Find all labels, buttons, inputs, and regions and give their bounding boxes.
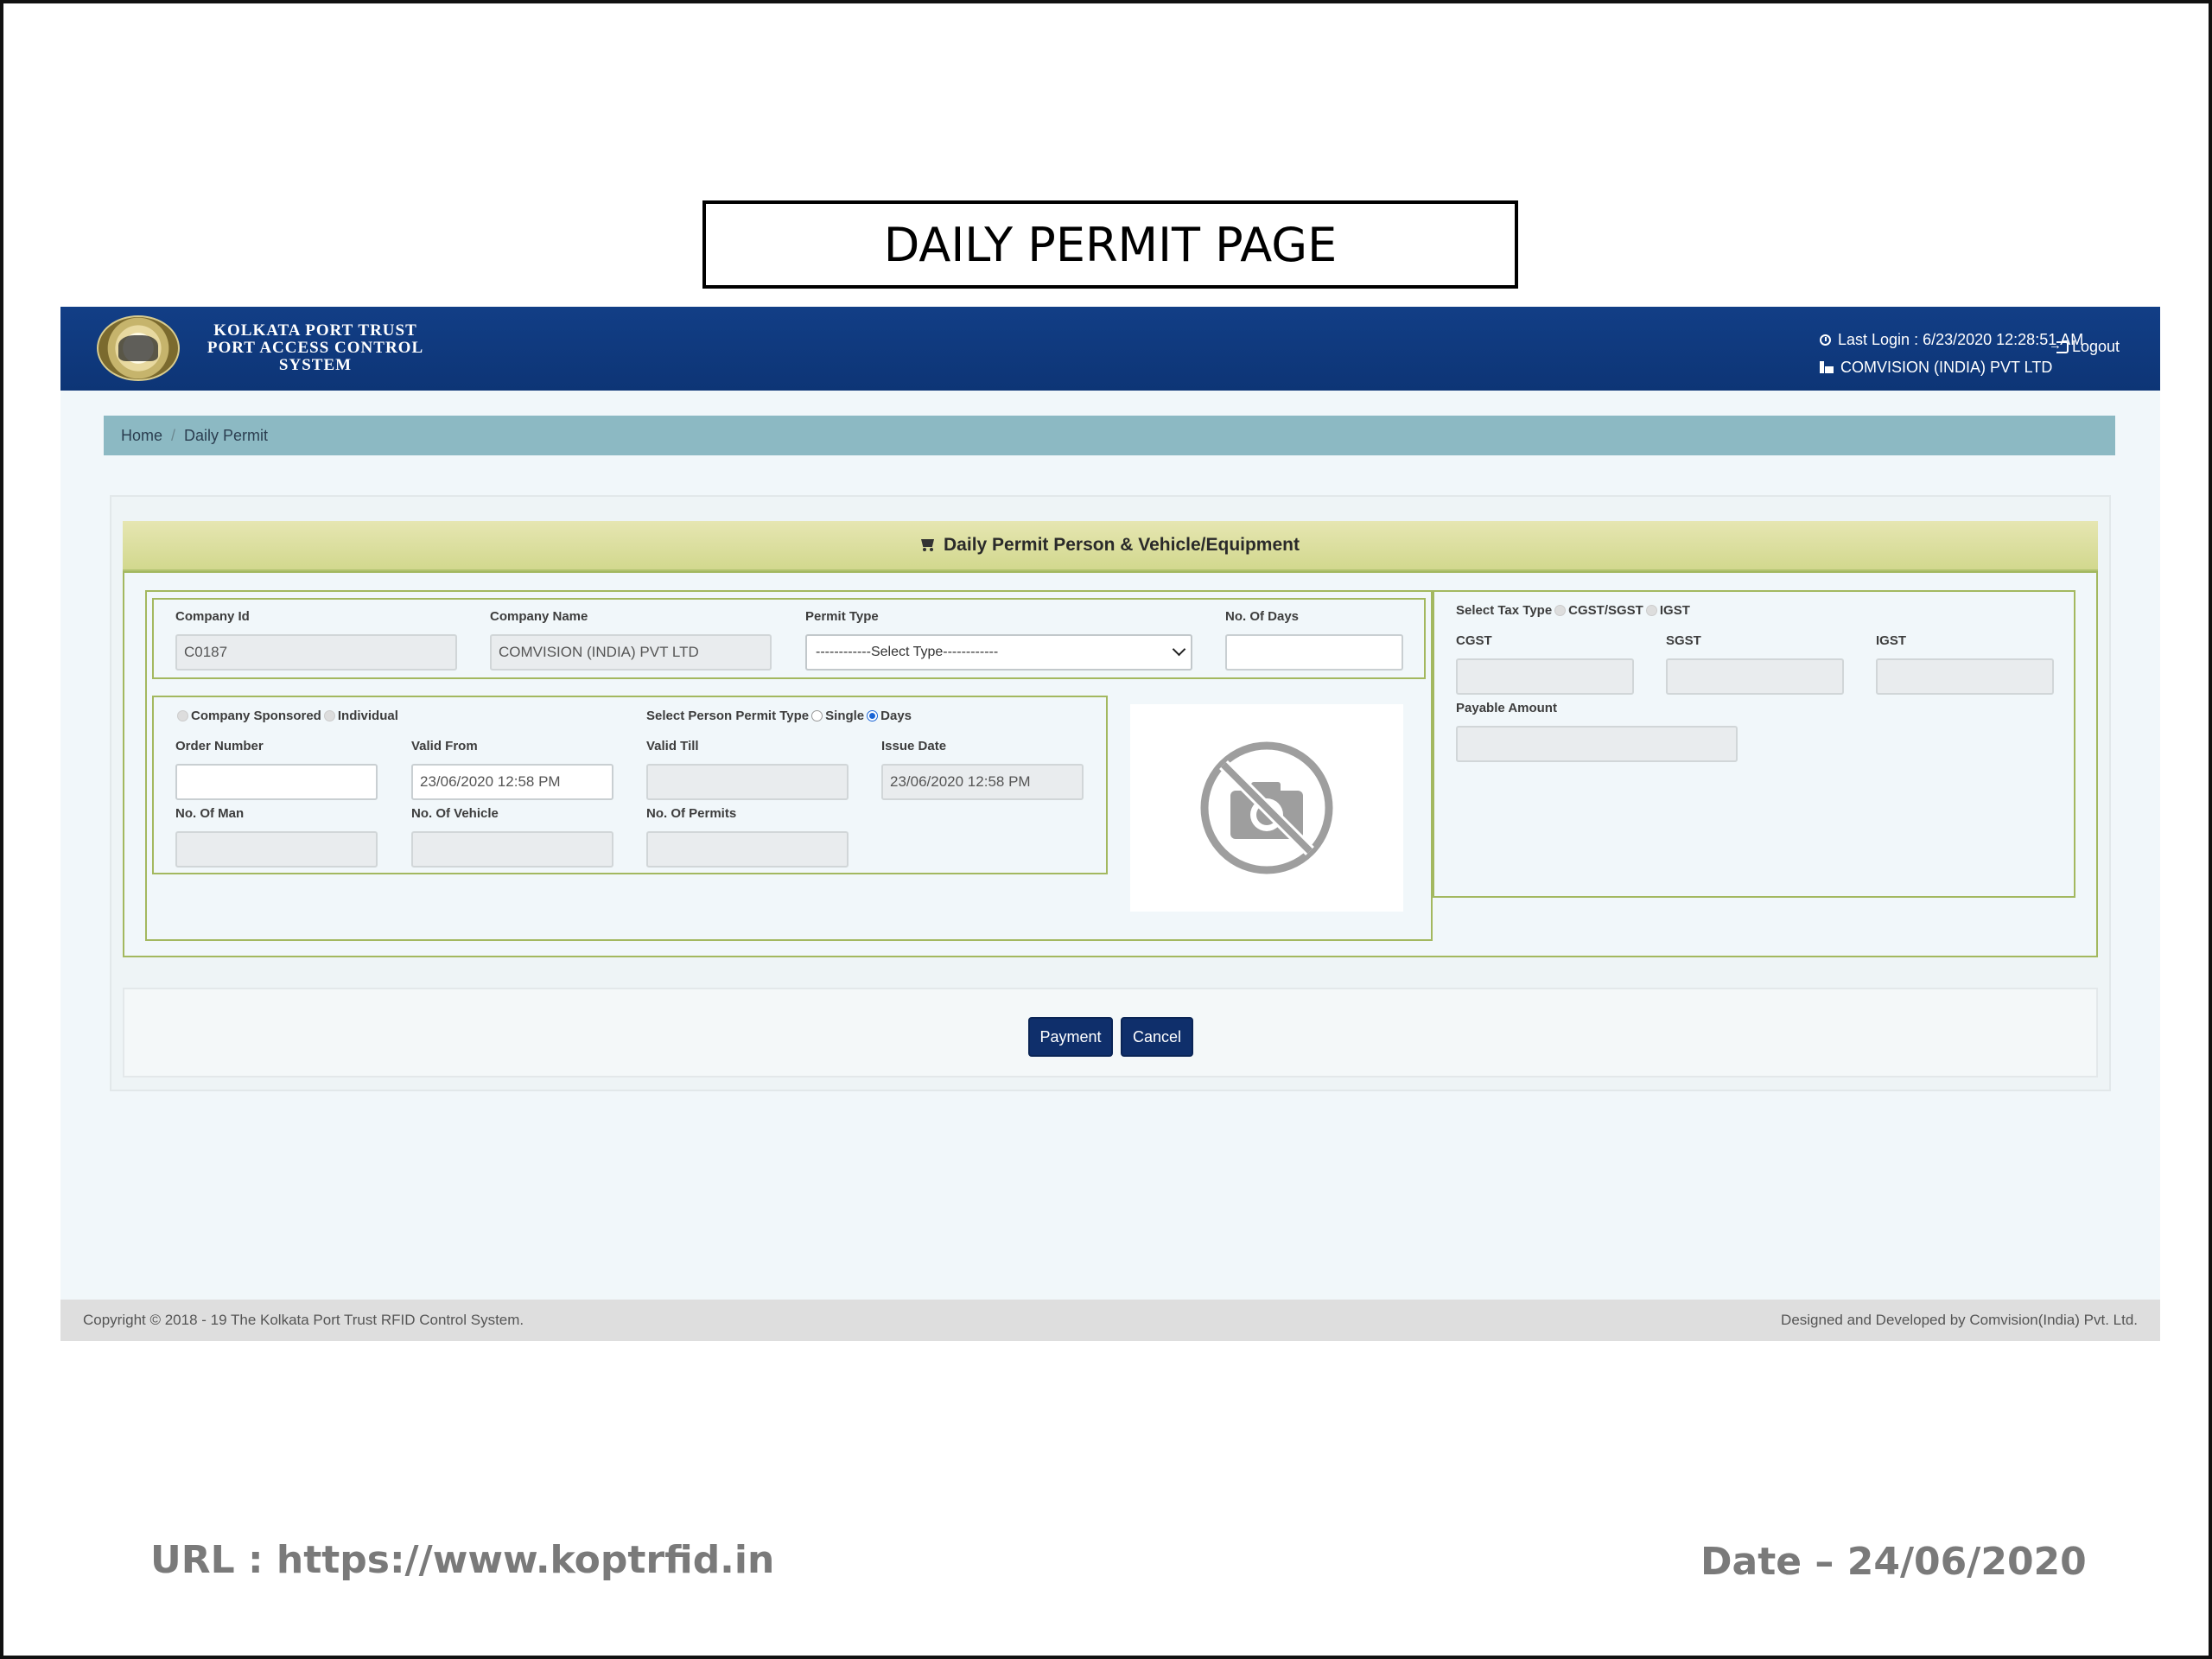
last-login-text: Last Login : 6/23/2020 12:28:51 AM [1838, 331, 2084, 348]
company-id-input[interactable] [175, 634, 457, 671]
issue-date-label: Issue Date [881, 739, 947, 753]
sgst-label: SGST [1666, 633, 1701, 648]
sgst-input[interactable] [1666, 658, 1844, 695]
cart-icon [921, 539, 937, 551]
payment-button[interactable]: Payment [1028, 1017, 1113, 1057]
permit-type-select[interactable]: ------------Select Type------------ [805, 634, 1192, 671]
company-sponsored-radio[interactable] [177, 710, 188, 721]
igst-input[interactable] [1876, 658, 2054, 695]
individual-radio[interactable] [324, 710, 335, 721]
port-trust-logo [97, 315, 180, 381]
valid-from-label: Valid From [411, 739, 478, 753]
panel-heading: Daily Permit Person & Vehicle/Equipment [123, 521, 2098, 572]
order-number-label: Order Number [175, 739, 264, 753]
breadcrumb-separator: / [171, 426, 176, 444]
app-footer [60, 1300, 2160, 1341]
no-of-days-input[interactable] [1225, 634, 1403, 671]
login-info [1820, 326, 2083, 381]
cgst-sgst-radio[interactable] [1554, 605, 1566, 616]
cgst-label: CGST [1456, 633, 1492, 648]
logout-link[interactable]: → Logout [2056, 338, 2120, 356]
no-of-man-label: No. Of Man [175, 806, 245, 821]
breadcrumb-home[interactable]: Home [121, 426, 163, 444]
brand-title: KOLKATA PORT TRUST PORT ACCESS CONTROL SYSTEM [207, 321, 424, 374]
cgst-input[interactable] [1456, 658, 1634, 695]
issue-date-input[interactable] [881, 764, 1084, 800]
app-header [60, 307, 2160, 391]
igst-radio[interactable] [1646, 605, 1657, 616]
no-of-days-label: No. Of Days [1225, 609, 1300, 624]
company-text: COMVISION (INDIA) PVT LTD [1840, 359, 2053, 376]
slide-date-text: Date – 24/06/2020 [1700, 1540, 2087, 1584]
slide-title: DAILY PERMIT PAGE [702, 200, 1518, 289]
no-of-permits-input[interactable] [646, 831, 849, 868]
payable-amount-label: Payable Amount [1456, 701, 1557, 715]
logout-icon [2056, 341, 2069, 353]
no-of-vehicle-input[interactable] [411, 831, 613, 868]
copyright-text: Copyright © 2018 - 19 The Kolkata Port Trust RFID Control System. [83, 1312, 524, 1328]
person-permit-type-group: Select Person Permit Type Single Days [646, 709, 912, 723]
no-of-vehicle-label: No. Of Vehicle [411, 806, 499, 821]
clock-icon [1820, 334, 1831, 346]
valid-till-label: Valid Till [646, 739, 699, 753]
building-icon [1820, 361, 1834, 373]
breadcrumb [104, 416, 2115, 455]
tax-type-group: Select Tax Type CGST/SGST IGST [1456, 603, 1690, 618]
sponsor-radio-group: Company Sponsored Individual [175, 709, 398, 723]
photo-placeholder [1130, 704, 1403, 912]
valid-from-input[interactable] [411, 764, 613, 800]
cancel-button[interactable]: Cancel [1121, 1017, 1193, 1057]
order-number-input[interactable] [175, 764, 378, 800]
company-name-input[interactable] [490, 634, 772, 671]
permit-type-label: Permit Type [805, 609, 879, 624]
company-name-label: Company Name [490, 609, 588, 624]
igst-label: IGST [1876, 633, 1907, 648]
breadcrumb-current: Daily Permit [184, 426, 269, 444]
single-radio[interactable] [811, 710, 823, 721]
valid-till-input[interactable] [646, 764, 849, 800]
no-of-permits-label: No. Of Permits [646, 806, 737, 821]
days-radio[interactable] [867, 710, 878, 721]
payable-amount-input[interactable] [1456, 726, 1738, 762]
designed-by-text: Designed and Developed by Comvision(India) Pvt. Ltd. [1781, 1312, 2138, 1328]
company-id-label: Company Id [175, 609, 250, 624]
chevron-down-icon [1173, 643, 1186, 657]
no-camera-icon [1198, 739, 1336, 877]
slide-url-text: URL : https://www.koptrfid.in [150, 1538, 775, 1582]
no-of-man-input[interactable] [175, 831, 378, 868]
